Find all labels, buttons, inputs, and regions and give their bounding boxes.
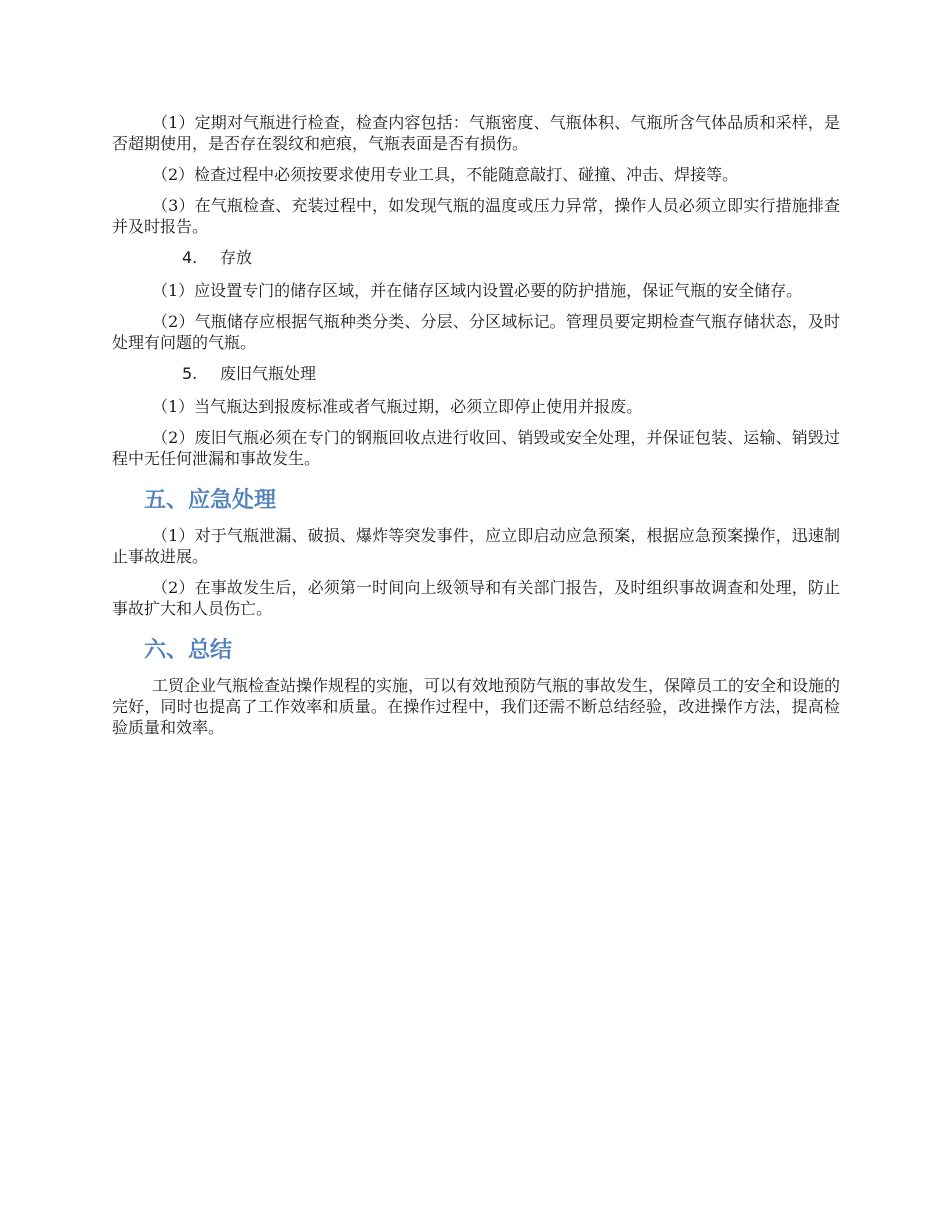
paragraph-emergency-2: （2）在事故发生后，必须第一时间向上级领导和有关部门报告，及时组织事故调查和处理，防止事故扩大和人员伤亡。 (112, 578, 840, 618)
paragraph-inspection-3: （3）在气瓶检查、充装过程中，如发现气瓶的温度或压力异常，操作人员必须立即实行措施排查并及时报告。 (112, 196, 840, 236)
section-heading-summary: 六、总结 (144, 638, 233, 663)
paragraph-inspection-1: （1）定期对气瓶进行检查，检查内容包括：气瓶密度、气瓶体积、气瓶所含气体品质和采样，是否超期使用，是否存在裂纹和疤痕，气瓶表面是否有损伤。 (112, 113, 840, 153)
document-page (112, 112, 840, 748)
list-item-disposal (112, 363, 840, 384)
paragraph-disposal-2: （2）废旧气瓶必须在专门的钢瓶回收点进行收回、销毁或安全处理，并保证包装、运输、销毁过程中无任何泄漏和事故发生。 (112, 428, 840, 468)
paragraph-inspection-2: （2）检查过程中必须按要求使用专业工具，不能随意敲打、碰撞、冲击、焊接等。 (152, 165, 739, 184)
list-title: 存放 (220, 248, 253, 267)
list-number: 4. (182, 248, 198, 267)
paragraph-emergency-1: （1）对于气瓶泄漏、破损、爆炸等突发事件，应立即启动应急预案，根据应急预案操作，迅速制止事故进展。 (112, 526, 840, 566)
paragraph-summary: 工贸企业气瓶检查站操作规程的实施，可以有效地预防气瓶的事故发生，保障员工的安全和设施的完好，同时也提高了工作效率和质量。在操作过程中，我们还需不断总结经验，改进操作方法，提高检验质量和效率。 (112, 676, 841, 737)
paragraph-storage-1: （1）应设置专门的储存区域，并在储存区域内设置必要的防护措施，保证气瓶的安全储存。 (152, 281, 803, 300)
list-item-storage (112, 247, 840, 268)
paragraph-storage-2: （2）气瓶储存应根据气瓶种类分类、分层、分区域标记。管理员要定期检查气瓶存储状态，及时处理有问题的气瓶。 (112, 312, 840, 352)
list-title: 废旧气瓶处理 (220, 364, 317, 383)
paragraph-disposal-1: （1）当气瓶达到报废标准或者气瓶过期，必须立即停止使用并报废。 (152, 397, 643, 416)
section-heading-emergency: 五、应急处理 (144, 488, 277, 513)
list-number: 5. (182, 364, 198, 383)
